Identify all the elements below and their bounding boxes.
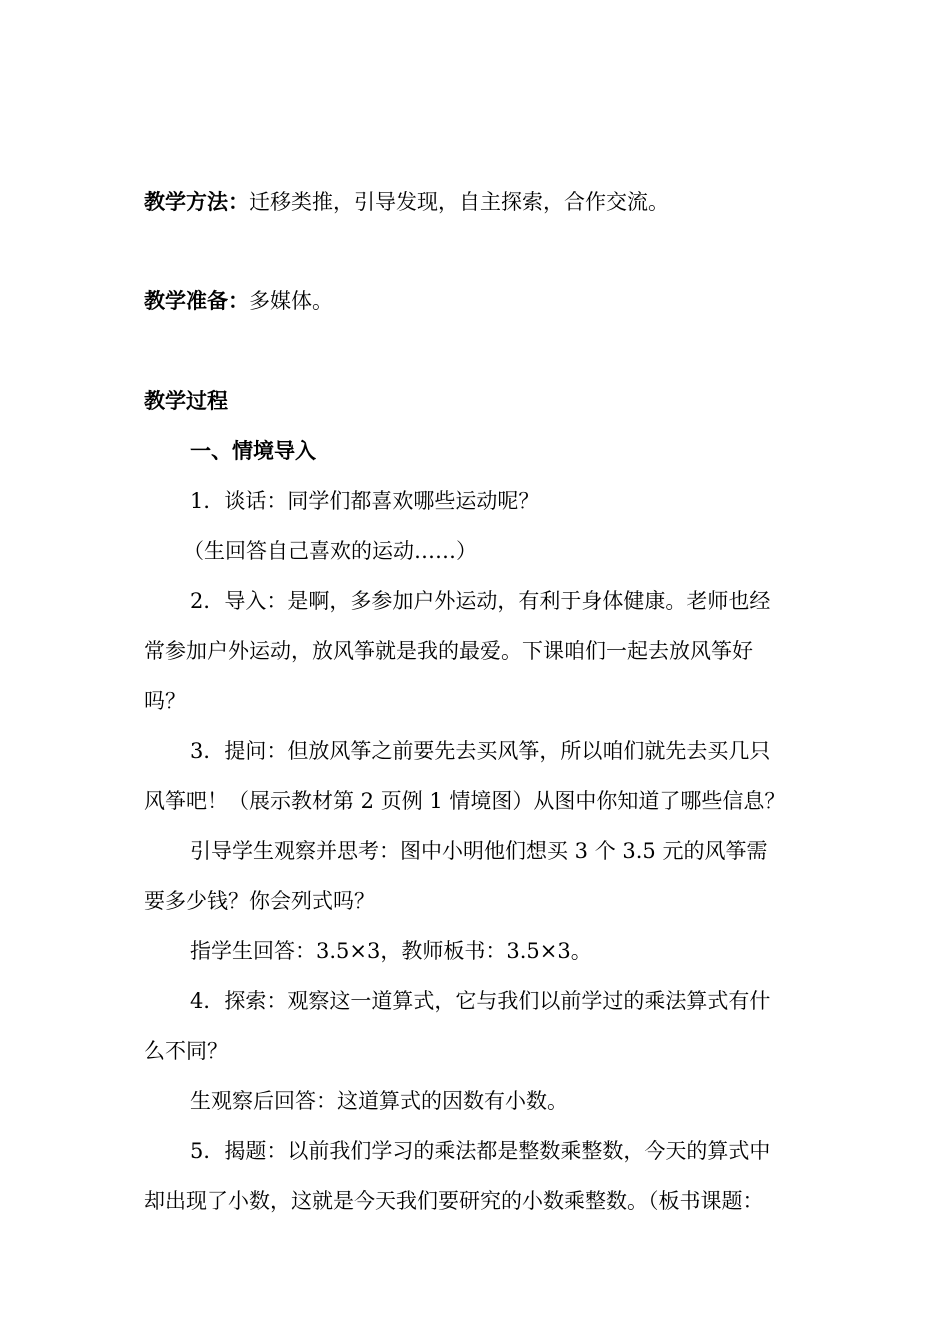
paragraph-line: 么不同？ <box>144 1039 228 1063</box>
paragraph-line: 风筝吧！（展示教材第 2 页例 1 情境图）从图中你知道了哪些信息？ <box>144 789 786 813</box>
paragraph-line: （生回答自己喜欢的运动……） <box>183 539 477 563</box>
paragraph-line: 却出现了小数，这就是今天我们要研究的小数乘整数。（板书课题： <box>144 1189 764 1213</box>
paragraph-line: 3．提问：但放风筝之前要先去买风筝，所以咱们就先去买几只 <box>190 739 771 763</box>
teaching-method-text: 迁移类推，引导发现，自主探索，合作交流。 <box>249 190 669 214</box>
paragraph-line: 要多少钱？你会列式吗？ <box>144 889 375 913</box>
paragraph-line: 5．揭题：以前我们学习的乘法都是整数乘整数，今天的算式中 <box>190 1139 771 1163</box>
section-heading-situation-intro: 一、情境导入 <box>190 438 316 463</box>
teaching-preparation-label: 教学准备： <box>144 288 249 313</box>
paragraph-line: 吗？ <box>144 689 186 713</box>
paragraph-line: 1．谈话：同学们都喜欢哪些运动呢？ <box>190 489 540 513</box>
paragraph-line: 生观察后回答：这道算式的因数有小数。 <box>190 1089 568 1113</box>
paragraph-line: 4．探索：观察这一道算式，它与我们以前学过的乘法算式有什 <box>190 989 771 1013</box>
teaching-method-label: 教学方法： <box>144 189 249 214</box>
teaching-preparation-text: 多媒体。 <box>249 289 333 313</box>
teaching-preparation-line <box>144 287 824 315</box>
paragraph-line: 2．导入：是啊，多参加户外运动，有利于身体健康。老师也经 <box>190 589 771 613</box>
paragraph-line: 常参加户外运动，放风筝就是我的最爱。下课咱们一起去放风筝好 <box>144 639 753 663</box>
paragraph-line: 引导学生观察并思考：图中小明他们想买 3 个 3.5 元的风筝需 <box>190 839 768 863</box>
paragraph-line: 指学生回答：3.5×3，教师板书：3.5×3。 <box>190 939 592 963</box>
teaching-method-line <box>144 188 824 216</box>
teaching-process-heading: 教学过程 <box>144 388 228 413</box>
